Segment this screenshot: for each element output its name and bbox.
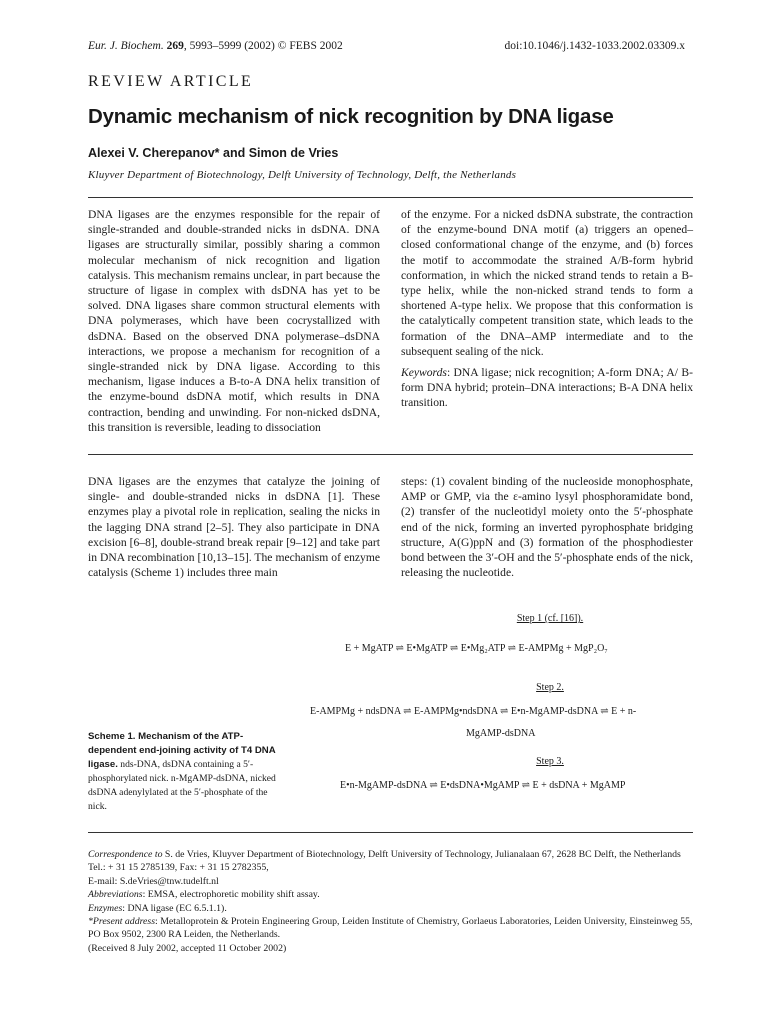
enzymes — [88, 902, 698, 915]
abbreviations-label: Abbreviations — [88, 889, 143, 901]
present-address-text: : Metalloprotein & Protein Engineering Group, Leiden Institute of Chemistry, Gorlaeus Laboratories, Leiden University, Einsteinweg 55, PO Box 9502, 2300 RA Leiden, the Netherlands. — [88, 916, 693, 941]
body-text-left: DNA ligases are the enzymes that catalyze the joining of single- and double-stranded nicks in dsDNA [1]. These enzymes play a pivotal role in replication, sealing the nicks in the lagging DNA strand [2–5]. They also participate in DNA excision [6–8], double-strand break repair [9–12] and take part in DNA recombination [10,13–15]. The mechanism of enzyme catalysis (Scheme 1) includes three main — [88, 475, 380, 580]
abbreviations — [88, 888, 698, 901]
abstract-text-right: of the enzyme. For a nicked dsDNA substrate, the contraction of the enzyme-bound DNA motif (a) triggers an opened–closed conformational change of the enzyme, and (b) forces the motif to accommodate the strained A/B-form hybrid conformation, in which the nicked strand tends to retain a B-type helix, while the non-nicked strand tends to form a shortened A-type helix. We propose that this conformation is the catalytically competent transition state, which leads to the formation of the DNA–AMP intermediate and to the subsequent sealing of the nick. — [401, 208, 693, 358]
doi: doi:10.1046/j.1432-1033.2002.03309.x — [504, 40, 685, 52]
abstract-top-rule — [88, 197, 693, 198]
correspondence — [88, 848, 698, 875]
body-right-column — [401, 474, 693, 580]
scheme-step2-equation-continued: MgAMP-dsDNA — [466, 728, 536, 739]
scheme-step3-title: Step 3. — [536, 756, 564, 767]
article-type: REVIEW ARTICLE — [88, 73, 254, 90]
correspondence-text: S. de Vries, Kluyver Department of Biotechnology, Delft University of Technology, Julianalaan 67, 2628 BC Delft, the Netherlands Tel.: + 31 15 2785139, Fax: + 31 15 2782355, — [88, 849, 681, 874]
journal-volume: 269 — [166, 40, 184, 52]
article-title: Dynamic mechanism of nick recognition by DNA ligase — [88, 105, 614, 128]
abstract-text-left: DNA ligases are the enzymes responsible for the repair of single-stranded and double-stranded nicks in dsDNA. DNA ligases are structurally similar, possibly sharing a common molecular mechanism of nick recognition and ligation catalysis. This mechanism remains unclear, in part because the structure of ligase in complex with dsDNA has yet to be solved. DNA ligases share common structural elements with DNA polymerases, which have been cocrystallized with dsDNA. Based on the observed DNA polymerase–dsDNA interactions, we propose a mechanism for recognition of a single-stranded nick by DNA ligase. According to this mechanism, ligase induces a B-to-A DNA helix transition of the enzyme-bound dsDNA motif, which results in DNA contraction, bending and unwinding. For non-nicked dsDNA, this transition is reversible, leading to dissociation — [88, 208, 380, 434]
enzymes-label: Enzymes — [88, 902, 123, 914]
journal-name: Eur. J. Biochem. — [88, 40, 164, 52]
scheme-caption-title: Scheme 1. Mechanism of the ATP-dependent end-joining activity of T4 DNA ligase. — [88, 731, 276, 770]
footnotes — [88, 848, 698, 955]
scheme-step1-title: Step 1 (cf. [16]). — [516, 613, 584, 624]
affiliation: Kluyver Department of Biotechnology, Delft University of Technology, Delft, the Netherlands — [88, 169, 517, 181]
present-address — [88, 915, 698, 942]
scheme-caption — [88, 730, 280, 814]
journal-pages: , 5993–5999 (2002) © FEBS 2002 — [183, 40, 343, 52]
scheme-step2-title: Step 2. — [536, 682, 564, 693]
email: E-mail: S.deVries@tnw.tudelft.nl — [88, 875, 219, 887]
received-date: (Received 8 July 2002, accepted 11 October 2002) — [88, 942, 287, 954]
abbreviations-text: : EMSA, electrophoretic mobility shift assay. — [142, 889, 320, 901]
scheme-step2-equation: E-AMPMg + ndsDNA ⇌ E-AMPMg•ndsDNA ⇌ E•n-MgAMP-dsDNA ⇌ E + n- — [310, 706, 637, 717]
enzymes-text: : DNA ligase (EC 6.5.1.1). — [122, 902, 227, 914]
keywords-label: Keywords — [401, 366, 447, 380]
scheme-step1-equation: E + MgATP ⇌ E•MgATP ⇌ E•Mg₂ATP ⇌ E-AMPMg + MgP₂O₇ — [345, 643, 608, 654]
authors: Alexei V. Cherepanov* and Simon de Vries — [88, 146, 339, 160]
keywords-text: : DNA ligase; nick recognition; A-form DNA; A/ B-form DNA hybrid; protein–DNA interactions; B-A DNA helix transition. — [401, 366, 693, 410]
journal-citation — [88, 40, 343, 52]
footnote-rule — [88, 832, 693, 833]
abstract-bottom-rule — [88, 454, 693, 455]
body-left-column — [88, 474, 380, 580]
body-text-right: steps: (1) covalent binding of the nucleoside monophosphate, AMP or GMP, via the ε-amino lysyl phosphoramidate bond, (2) transfer of the nucleotidyl moiety onto the 5′-phosphate end of the nick, forming an inverted pyrophosphate bridging structure, A(G)ppN and (3) formation of the phosphodiester bond between the 3′-OH and the 5′-phosphate ends of the nick, releasing the nucleotide. — [401, 475, 693, 580]
abstract-right-column — [401, 207, 693, 411]
abstract-left-column — [88, 207, 380, 435]
scheme-caption-text: nds-DNA, dsDNA containing a 5′-phosphorylated nick. n-MgAMP-dsDNA, nicked dsDNA adenylylated at the 5′-phosphate of the nick. — [88, 759, 276, 812]
correspondence-label: Correspondence to — [88, 849, 163, 860]
present-address-label: *Present address — [88, 916, 156, 928]
scheme-step3-equation: E•n-MgAMP-dsDNA ⇌ E•dsDNA•MgAMP ⇌ E + dsDNA + MgAMP — [340, 780, 626, 791]
keywords — [401, 365, 693, 411]
